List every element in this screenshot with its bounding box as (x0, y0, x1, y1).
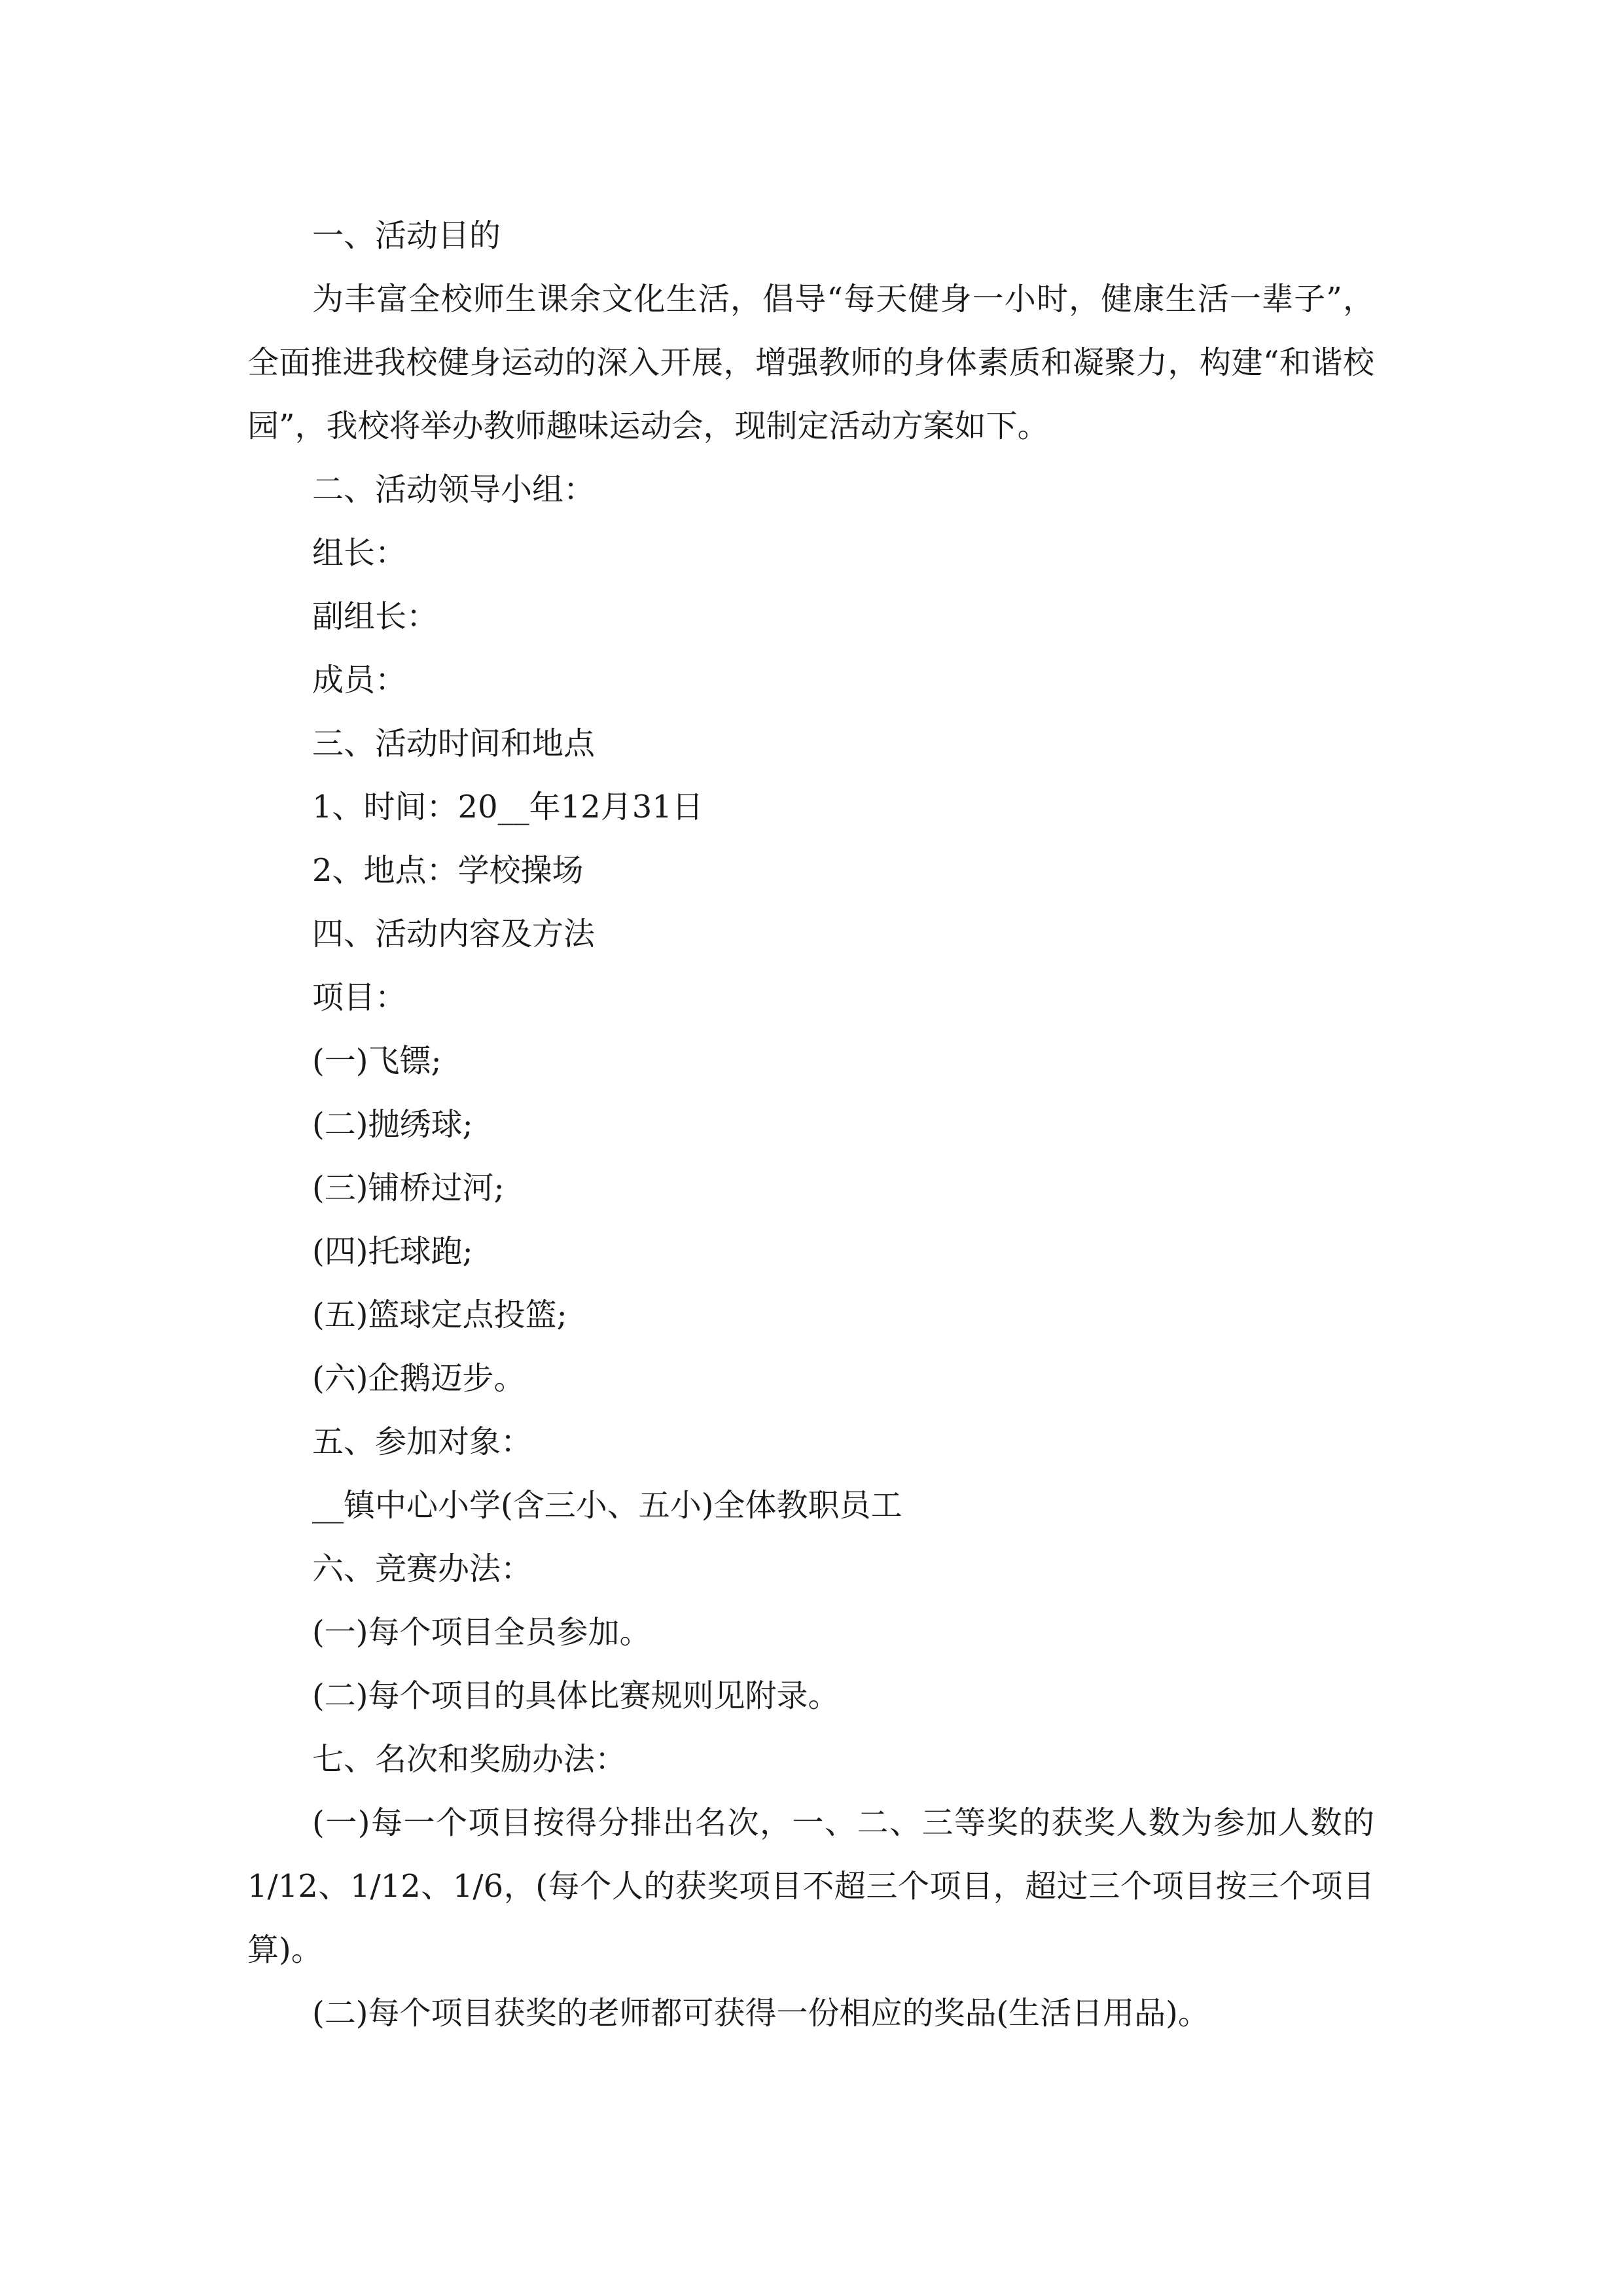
purpose-paragraph: 为丰富全校师生课余文化生活，倡导“每天健身一小时，健康生活一辈子”，全面推进我校健身运动的深入开展，增强教师的身体素质和凝聚力，构建“和谐校园”，我校将举办教师趣味运动会，现制定活动方案如下。 (247, 281, 1374, 444)
award-paragraph: (二)每个项目获奖的老师都可获得一份相应的奖品(生活日用品)。 (312, 1995, 1209, 2032)
place-line: 2、地点：学校操场 (312, 852, 584, 889)
list-item: (五)篮球定点投篮; (312, 1297, 567, 1333)
items-label: 项目： (312, 979, 407, 1016)
document-body (247, 204, 1374, 2045)
section-heading-participants: 五、参加对象： (312, 1424, 533, 1460)
list-item: (三)铺桥过河; (312, 1170, 505, 1206)
list-item: (二)抛绣球; (312, 1106, 473, 1143)
participants-line: __镇中心小学(含三小、五小)全体教职员工 (312, 1487, 902, 1524)
section-heading-content: 四、活动内容及方法 (312, 916, 596, 952)
section-heading-awards: 七、名次和奖励办法： (312, 1741, 627, 1778)
rule-item: (二)每个项目的具体比赛规则见附录。 (312, 1677, 840, 1714)
section-heading-time-place: 三、活动时间和地点 (312, 725, 596, 762)
list-item: (四)托球跑; (312, 1233, 473, 1270)
list-item: (六)企鹅迈步。 (312, 1360, 526, 1397)
time-line: 1、时间：20__年12月31日 (312, 789, 704, 825)
section-heading-purpose: 一、活动目的 (312, 217, 501, 254)
award-paragraph: (一)每一个项目按得分排出名次，一、二、三等奖的获奖人数为参加人数的1/12、1/12、1/6，(每个人的获奖项目不超三个项目，超过三个项目按三个项目算)。 (247, 1804, 1374, 1968)
section-heading-rules: 六、竞赛办法： (312, 1551, 533, 1587)
leader-line: 组长： (312, 535, 407, 571)
section-heading-leadership: 二、活动领导小组： (312, 471, 596, 508)
list-item: (一)飞镖; (312, 1043, 442, 1079)
members-line: 成员： (312, 662, 407, 698)
rule-item: (一)每个项目全员参加。 (312, 1614, 651, 1651)
vice-leader-line: 副组长： (312, 598, 438, 635)
